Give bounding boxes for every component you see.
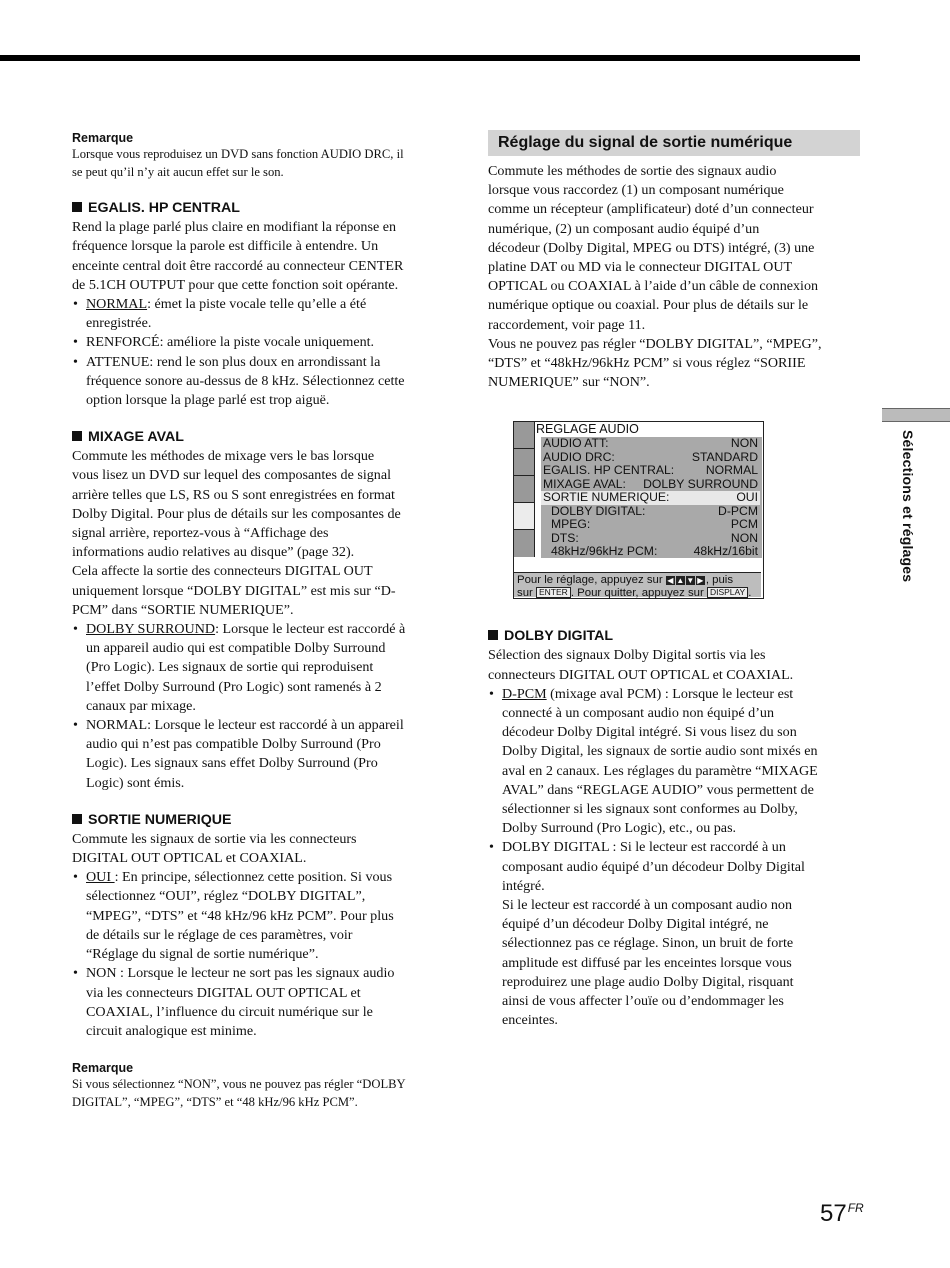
menu-row-selected: [541, 491, 760, 505]
body-line: NUMERIQUE” sur “NON”.: [488, 374, 650, 391]
language-suffix: FR: [847, 1201, 864, 1215]
item-text: sélectionnez pas ce réglage. Sinon, un bruit de forte: [502, 935, 794, 952]
list-item: [72, 620, 444, 716]
item-text: COAXIAL, l’influence du circuit numérique sur le: [86, 1003, 373, 1020]
item-text: Logic). Les signaux sans effet Dolby Surround (Pro: [86, 755, 378, 772]
menu-row: [541, 478, 760, 492]
item-text: enceintes.: [502, 1012, 558, 1029]
body-line: Cela affecte la sortie des connecteurs DIGITAL OUT: [72, 563, 373, 580]
menu-row: [541, 464, 760, 478]
item-text: “MPEG”, “DTS” et “48 kHz/96 kHz PCM”. Pour plus: [86, 907, 394, 924]
menu-row: [541, 451, 760, 465]
item-text: intégré.: [502, 877, 545, 894]
body-line: Dolby Digital. Pour plus de détails sur les composantes de: [72, 505, 401, 522]
body-line: informations audio relatives au disque” (page 32).: [72, 544, 355, 561]
item-text: sélectionnez “OUI”, réglez “DOLBY DIGITAL”,: [86, 888, 366, 905]
body-line: Sélection des signaux Dolby Digital sortis via les: [488, 647, 766, 664]
body-line: lorsque vous raccordez (1) un composant numérique: [488, 182, 784, 199]
body-line: connecteurs DIGITAL OUT OPTICAL et COAXIAL.: [488, 666, 794, 683]
arrow-right-icon: ▶: [697, 576, 704, 586]
menu-row: [541, 545, 760, 559]
row-label: MIXAGE AVAL:: [543, 476, 626, 491]
menu-row: [541, 437, 760, 451]
list-item: [72, 964, 444, 1041]
mixage-body: [72, 447, 444, 620]
menu-help-text: [514, 572, 761, 597]
heading-mixage: [72, 427, 444, 447]
egalis-body: [72, 218, 444, 295]
section-title: Réglage du signal de sortie numérique: [488, 130, 860, 156]
heading-text: SORTIE NUMERIQUE: [88, 811, 232, 828]
body-line: Rend la plage parlé plus claire en modifiant la réponse en: [72, 219, 397, 236]
help-text: Pour le réglage, appuyez sur: [517, 574, 666, 587]
item-text: Dolby Surround (Pro Logic), etc., ou pas.: [502, 820, 737, 837]
default-option: D-PCM: [502, 685, 547, 702]
top-rule: [0, 55, 860, 61]
item-text: ainsi de vous affecter l’ouïe ou d’endommager les: [502, 993, 784, 1010]
help-text: . Pour quitter, appuyez sur: [570, 586, 707, 599]
dolby-body: [488, 646, 860, 684]
list-item: [72, 716, 444, 793]
heading-text: EGALIS. HP CENTRAL: [88, 200, 240, 217]
default-option: OUI: [86, 869, 115, 886]
item-text: circuit analogique est minime.: [86, 1022, 257, 1039]
heading-sortie: [72, 810, 444, 830]
heading-text: MIXAGE AVAL: [88, 429, 184, 446]
menu-tab-selected: [514, 503, 534, 530]
note-line: DIGITAL”, “MPEG”, “DTS” et “48 kHz/96 kHz PCM”.: [72, 1094, 358, 1109]
note-heading: Remarque: [72, 131, 134, 145]
row-label: DTS:: [551, 530, 579, 545]
heading-text: DOLBY DIGITAL: [504, 628, 614, 645]
row-value: NON: [730, 436, 758, 451]
item-text: RENFORCÉ: améliore la piste vocale uniquement.: [86, 334, 375, 351]
left-column: [72, 130, 444, 1111]
row-value: 48kHz/16bit: [693, 544, 758, 559]
square-bullet-icon: [488, 630, 498, 640]
body-line: OPTICAL ou COAXIAL à l’aide d’un câble de connexion: [488, 278, 819, 295]
square-bullet-icon: [72, 431, 82, 441]
body-line: Vous ne pouvez pas régler “DOLBY DIGITAL”, “MPEG”,: [488, 335, 822, 352]
item-text: connecté à un composant audio non équipé d’un: [502, 705, 775, 722]
chapter-label: [896, 430, 916, 600]
body-line: numérique, (2) un composant audio équipé d’un: [488, 220, 760, 237]
item-text: sélectionner si les signaux sont conformes au Dolby,: [502, 801, 798, 818]
note-line: Si vous sélectionnez “NON”, vous ne pouvez pas régler “DOLBY: [72, 1077, 406, 1092]
row-value: DOLBY SURROUND: [643, 476, 758, 491]
body-line: signal arrière, reportez-vous à “Affichage des: [72, 525, 329, 542]
row-value: NON: [730, 530, 758, 545]
note-heading: Remarque: [72, 1061, 134, 1076]
menu-rows: [541, 437, 762, 558]
item-text: enregistrée.: [86, 315, 152, 332]
note-text: [72, 1076, 444, 1111]
item-text: via les connecteurs DIGITAL OUT OPTICAL et: [86, 984, 361, 1001]
row-value: PCM: [730, 517, 758, 532]
row-label: MPEG:: [551, 517, 591, 532]
arrow-left-icon: ◀: [667, 576, 674, 586]
enter-key: ENTER: [536, 587, 571, 598]
menu-row: [541, 532, 760, 546]
body-line: de 5.1CH OUTPUT pour que cette fonction soit opérante.: [72, 276, 399, 293]
row-label: EGALIS. HP CENTRAL:: [543, 463, 675, 478]
body-line: raccordement, voir page 11.: [488, 316, 646, 333]
note-line: se peut qu’il n’y ait aucun effet sur le son.: [72, 164, 284, 179]
item-text: NON : Lorsque le lecteur ne sort pas les signaux audio: [86, 965, 395, 982]
item-text: Si le lecteur est raccordé à un composant audio non: [502, 897, 792, 914]
item-text: Dolby Digital, les signaux de sortie audio sont mixés en: [502, 743, 818, 760]
item-text: DOLBY DIGITAL : Si le lecteur est raccordé à un: [502, 839, 786, 856]
menu-tab: [514, 449, 534, 476]
default-option: NORMAL: [86, 296, 148, 312]
chapter-tab: [882, 408, 950, 422]
item-text: de détails sur le réglage de ces paramètres, voir: [86, 926, 353, 943]
body-line: vous lisez un DVD sur lequel des composantes de signal: [72, 467, 392, 484]
item-text: l’effet Dolby Surround (Pro Logic) sont ramenés à 2: [86, 678, 382, 695]
row-label: 48kHz/96kHz PCM:: [551, 544, 658, 559]
body-line: “DTS” et “48kHz/96kHz PCM” si vous réglez “SORIIE: [488, 355, 806, 372]
body-line: enceinte central doit être raccordé au connecteur CENTER: [72, 257, 404, 274]
body-line: arrière telles que LS, RS ou S sont enregistrées en format: [72, 486, 395, 503]
item-text: ATTENUE: rend le son plus doux en arrondissant la: [86, 353, 381, 370]
menu-tabs: [514, 422, 535, 557]
body-line: comme un récepteur (amplificateur) doté d’un connecteur: [488, 201, 814, 218]
body-line: platine DAT ou MD via le connecteur DIGITAL OUT: [488, 259, 793, 276]
item-text: (Pro Logic). Les signaux de sortie qui reproduisent: [86, 659, 374, 676]
item-text: amplitude est diffusé par les enceintes lorsque vous: [502, 954, 792, 971]
list-item: [488, 685, 860, 839]
display-key: DISPLAY: [707, 587, 748, 598]
right-column: [488, 130, 860, 1031]
item-text: Logic) sont émis.: [86, 774, 185, 791]
heading-egalis: [72, 198, 444, 218]
item-text: NORMAL: Lorsque le lecteur est raccordé à un appareil: [86, 717, 404, 734]
body-line: uniquement lorsque “DOLBY DIGITAL” est mis sur “D-: [72, 582, 396, 599]
item-text: reproduirez une plage audio Dolby Digital, risquant: [502, 973, 794, 990]
default-option: DOLBY SURROUND: [86, 621, 216, 638]
help-text: sur: [517, 586, 536, 599]
egalis-options: [72, 295, 444, 410]
chapter-label-text: Sélections et réglages: [900, 430, 916, 583]
menu-row: [541, 505, 760, 519]
row-label: DOLBY DIGITAL:: [551, 503, 646, 518]
row-value: NORMAL: [705, 463, 758, 478]
item-text: canaux par mixage.: [86, 697, 196, 714]
body-line: DIGITAL OUT OPTICAL et COAXIAL.: [72, 850, 307, 867]
list-item: [72, 333, 444, 352]
list-item: [72, 868, 444, 964]
audio-setup-screen: [513, 421, 764, 599]
item-text: un appareil audio qui est compatible Dolby Surround: [86, 640, 386, 657]
list-item: [72, 295, 444, 333]
item-text: (mixage aval PCM) : Lorsque le lecteur est: [546, 685, 794, 702]
item-text: : émet la piste vocale telle qu’elle a été: [147, 296, 367, 312]
page-number-value: 57: [820, 1200, 847, 1227]
list-item: [488, 838, 860, 1030]
sortie-body: [72, 830, 444, 868]
note-line: Lorsque vous reproduisez un DVD sans fonction AUDIO DRC, il: [72, 147, 404, 161]
body-line: PCM” dans “SORTIE NUMERIQUE”.: [72, 601, 294, 618]
menu-title: REGLAGE AUDIO: [536, 422, 639, 437]
body-line: numérique optique ou coaxial. Pour plus de détails sur le: [488, 297, 809, 314]
item-text: option lorsque la plage parlé est trop aiguë.: [86, 392, 330, 409]
help-text: .: [748, 586, 752, 599]
sortie-options: [72, 868, 444, 1041]
dolby-options: [488, 685, 860, 1031]
menu-tab: [514, 530, 534, 557]
row-label: AUDIO DRC:: [543, 449, 615, 464]
menu-tab: [514, 422, 534, 449]
item-text: : Lorsque le lecteur est raccordé à: [215, 621, 406, 638]
page-number: [820, 1200, 864, 1228]
row-value: D-PCM: [718, 503, 758, 518]
note-text: [72, 146, 444, 181]
item-text: fréquence sonore au-dessus de 8 kHz. Sélectionnez cette: [86, 372, 405, 389]
body-line: Commute les signaux de sortie via les connecteurs: [72, 830, 357, 847]
item-text: décodeur Dolby Digital intégré. Si vous lisez du son: [502, 724, 797, 741]
item-text: “Réglage du signal de sortie numérique”.: [86, 946, 319, 963]
item-text: AVAL” dans “REGLAGE AUDIO” vous permettent de: [502, 781, 814, 798]
row-value: OUI: [736, 490, 758, 505]
arrow-down-icon: ▼: [686, 576, 695, 586]
menu-tab: [514, 476, 534, 503]
row-label: AUDIO ATT:: [543, 436, 609, 451]
row-label: SORTIE NUMERIQUE:: [543, 490, 670, 505]
item-text: : En principe, sélectionnez cette position. Si vous: [114, 869, 393, 886]
help-text: , puis: [705, 574, 734, 587]
mixage-options: [72, 620, 444, 793]
row-value: STANDARD: [691, 449, 758, 464]
item-text: aval en 2 canaux. Les réglages du paramètre “MIXAGE: [502, 762, 818, 779]
body-line: Commute les méthodes de mixage vers le bas lorsque: [72, 448, 375, 465]
arrow-up-icon: ▲: [676, 576, 685, 586]
square-bullet-icon: [72, 202, 82, 212]
item-text: audio qui n’est pas compatible Dolby Surround (Pro: [86, 736, 381, 753]
body-line: fréquence lorsque la parole est difficile à entendre. Un: [72, 238, 379, 255]
item-text: composant audio équipé d’un décodeur Dolby Digital: [502, 858, 805, 875]
body-line: décodeur (Dolby Digital, MPEG ou DTS) intégré, (3) une: [488, 239, 815, 256]
square-bullet-icon: [72, 814, 82, 824]
body-line: Commute les méthodes de sortie des signaux audio: [488, 163, 777, 179]
list-item: [72, 353, 444, 411]
item-text: équipé d’un décodeur Dolby Digital intégré, ne: [502, 916, 769, 933]
menu-row: [541, 518, 760, 532]
heading-dolby: [488, 626, 860, 646]
intro-text: [488, 162, 860, 392]
